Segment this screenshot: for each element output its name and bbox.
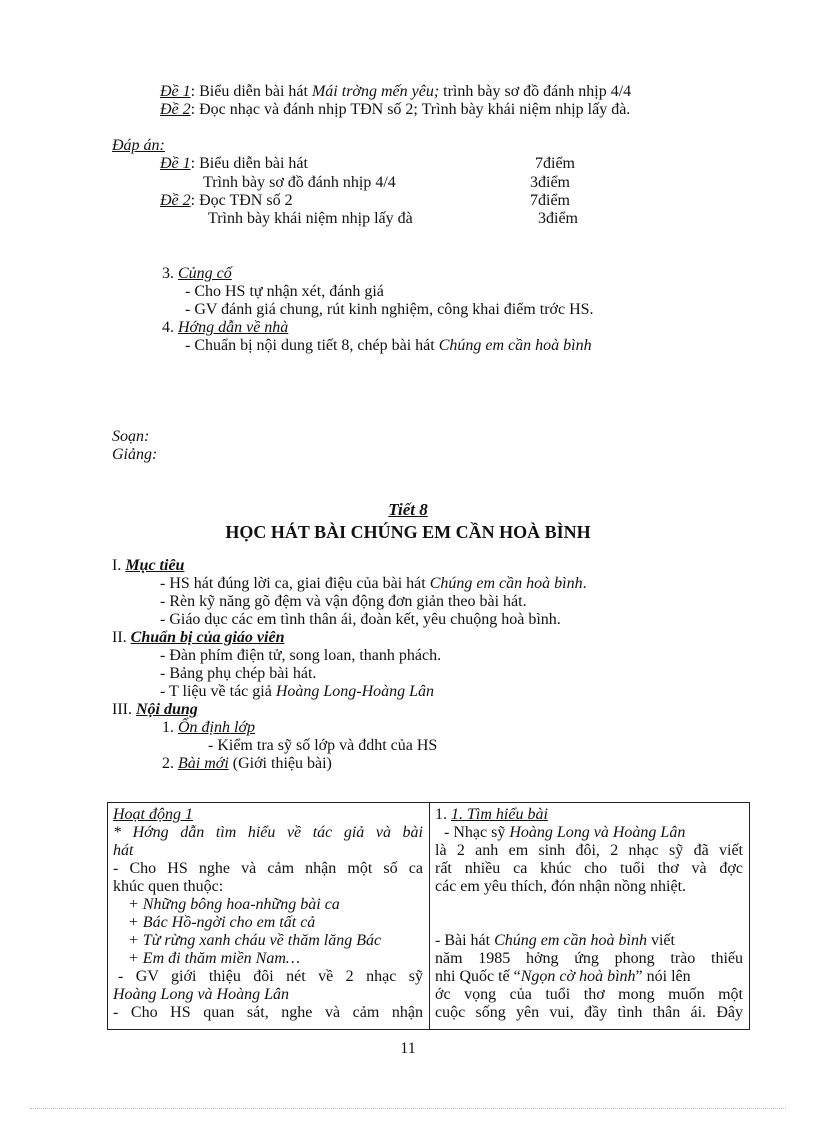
answer-2-text: Trình bày sơ đồ đánh nhịp 4/4 <box>203 174 396 191</box>
content-heading: 1. 1. Tìm hiểu bài <box>435 806 548 823</box>
content-heading-text: 1. Tìm hiểu bài <box>451 806 548 823</box>
section-2-title: Chuẩn bị của giáo viên <box>130 629 285 646</box>
sub-2-rest: (Giới thiệu bài) <box>228 755 332 772</box>
answer-4-score: 3điểm <box>538 210 578 227</box>
activity-line-1: * Hớng dẫn tìm hiểu về tác giả và bài <box>113 824 423 841</box>
sub-1-num: 1. <box>162 719 178 736</box>
sub-1-title: Ổn định lớp <box>178 719 255 736</box>
answer-3-score: 7điểm <box>530 192 570 209</box>
prep-item-1: - Đàn phím điện tử, song loan, thanh phách. <box>160 647 442 664</box>
activity-table <box>107 802 750 1030</box>
homework-item-song: Chúng em cần hoà bình <box>438 337 592 354</box>
consolidate-title: Củng cố <box>178 265 232 282</box>
prep-item-3-authors: Hoàng Long-Hoàng Lân <box>275 683 435 700</box>
content-p1-line-3: rất nhiều ca khúc cho tuổi thơ và đợc <box>435 860 743 877</box>
homework-num: 4. <box>162 319 178 336</box>
prep-item-2: - Bảng phụ chép bài hát. <box>160 665 317 682</box>
section-3-title: Nội dung <box>135 701 198 718</box>
soan-label: Soạn: <box>112 428 150 445</box>
answers-heading: Đáp án: <box>112 137 165 154</box>
answer-1-text: : Biểu diễn bài hát <box>190 155 308 172</box>
giang-label: Giảng: <box>112 446 158 463</box>
exam-1-text: : Biểu diễn bài hát <box>190 83 312 100</box>
content-p2-line-2: năm 1985 hởng ứng phong trào thiếu <box>435 950 743 967</box>
activity-line-6: Hoàng Long và Hoàng Lân <box>113 986 290 1003</box>
activity-content-cell <box>430 803 750 1030</box>
prep-item-3 <box>160 683 434 701</box>
section-2-num: II. <box>112 629 131 646</box>
answer-1-score: 7điểm <box>535 155 575 172</box>
answer-4-text: Trình bày khái niệm nhịp lấy đà <box>208 210 413 227</box>
content-p2-line-3 <box>435 968 691 986</box>
consolidate-item-2: - GV đánh giá chung, rút kinh nghiệm, công khai điểm trớc HS. <box>185 301 594 318</box>
content-p2-line-5: cuộc sống yên vui, đầy tình thân ái. Đây <box>435 1004 743 1021</box>
consolidate-heading <box>162 265 232 283</box>
section-3-num: III. <box>112 701 136 718</box>
content-p2-line-4: ớc vọng của tuổi thơ mong muốn một <box>435 986 743 1003</box>
activity-heading: Hoạt động 1 <box>113 806 193 823</box>
prep-item-3-text: - T liệu về tác giả <box>160 683 276 700</box>
exam-2-text: : Đọc nhạc và đánh nhịp TĐN số 2; Trình bày khái niệm nhịp lấy đà. <box>190 101 631 118</box>
exam-line-1 <box>160 83 631 101</box>
activity-line-7: - Cho HS quan sát, nghe và cảm nhận <box>113 1004 423 1021</box>
objective-1-text: - HS hát đúng lời ca, giai điệu của bài hát <box>160 575 430 592</box>
activity-line-3: - Cho HS nghe và cảm nhận một số ca <box>113 860 423 877</box>
exam-line-2 <box>160 101 630 119</box>
homework-item-text: - Chuẩn bị nội dung tiết 8, chép bài hát <box>185 337 439 354</box>
sub-2-title: Bài mới <box>178 755 229 772</box>
homework-heading <box>162 319 288 337</box>
content-p1-authors: Hoàng Long và Hoàng Lân <box>509 824 686 841</box>
content-p1-line-1 <box>444 824 685 842</box>
homework-item <box>185 337 592 355</box>
sub-2-num: 2. <box>162 755 178 772</box>
objective-1-tail: . <box>582 575 587 592</box>
section-2-heading <box>112 629 284 647</box>
page-number: 11 <box>400 1040 416 1057</box>
objective-1 <box>160 575 587 593</box>
activity-line-5: - GV giới thiệu đôi nét về 2 nhạc sỹ <box>118 968 423 985</box>
answer-row-3 <box>160 192 293 210</box>
objective-3: - Giáo dục các em tình thân ái, đoàn kết, yêu chuộng hoà bình. <box>160 611 561 628</box>
lesson-number: Tiết 8 <box>388 500 428 519</box>
answer-1-label: Đề 1 <box>160 155 191 172</box>
content-p2-tail: viết <box>646 932 675 949</box>
homework-title: Hớng dẫn về nhà <box>178 319 289 336</box>
content-p2-song: Chúng em cần hoà bình <box>494 932 647 949</box>
content-p1-line-4: các em yêu thích, đón nhận nồng nhiệt. <box>435 878 687 895</box>
section-1-title: Mục tiêu <box>125 557 185 574</box>
song-item-2: + Bác Hồ-ngời cho em tất cả <box>128 914 316 931</box>
answer-3-label: Đề 2 <box>160 192 191 209</box>
sub-2-heading <box>162 755 332 773</box>
activity-line-2: hát <box>113 842 134 859</box>
content-p2-line-1 <box>435 932 675 950</box>
content-p2-l3-c: ” nói lên <box>635 968 691 985</box>
content-p2-lead: - Bài hát <box>435 932 495 949</box>
section-3-heading <box>112 701 198 719</box>
section-1-num: I. <box>112 557 126 574</box>
objective-2: - Rèn kỹ năng gõ đệm và vận động đơn giản theo bài hát. <box>160 593 527 610</box>
exam-2-label: Đề 2 <box>160 101 191 118</box>
exam-1-song: Mái trờng mến yêu; <box>311 83 440 100</box>
song-item-1: + Những bông hoa-những bài ca <box>128 896 340 913</box>
song-item-3: + Từ rừng xanh cháu về thăm lăng Bác <box>128 932 382 949</box>
answer-3-text: : Đọc TĐN số 2 <box>190 192 293 209</box>
content-p1-line-2: là 2 anh em sinh đôi, 2 nhạc sỹ đã viết <box>435 842 743 859</box>
section-1-heading <box>112 557 184 575</box>
exam-1-rest: trình bày sơ đồ đánh nhịp 4/4 <box>439 83 632 100</box>
consolidate-item-1: - Cho HS tự nhận xét, đánh giá <box>185 283 384 300</box>
lesson-title: HỌC HÁT BÀI CHÚNG EM CẦN HOÀ BÌNH <box>225 522 591 542</box>
content-p2-flag: Ngọn cờ hoà bình <box>520 968 636 985</box>
content-p1-lead: - Nhạc sỹ <box>444 824 510 841</box>
exam-1-label: Đề 1 <box>160 83 191 100</box>
sub-1-heading <box>162 719 255 737</box>
answer-2-score: 3điểm <box>530 174 570 191</box>
content-p2-l3-a: nhi Quốc tế “ <box>435 968 521 985</box>
activity-line-4: khúc quen thuộc: <box>113 878 224 895</box>
page-bottom-divider <box>30 1108 786 1109</box>
objective-1-song: Chúng em cần hoà bình <box>429 575 583 592</box>
sub-1-item: - Kiểm tra sỹ số lớp và đdht của HS <box>208 737 438 754</box>
answer-row-1 <box>160 155 308 173</box>
consolidate-num: 3. <box>162 265 178 282</box>
song-item-4: + Em đi thăm miền Nam… <box>128 950 301 967</box>
activity-teacher-cell <box>108 803 430 1030</box>
